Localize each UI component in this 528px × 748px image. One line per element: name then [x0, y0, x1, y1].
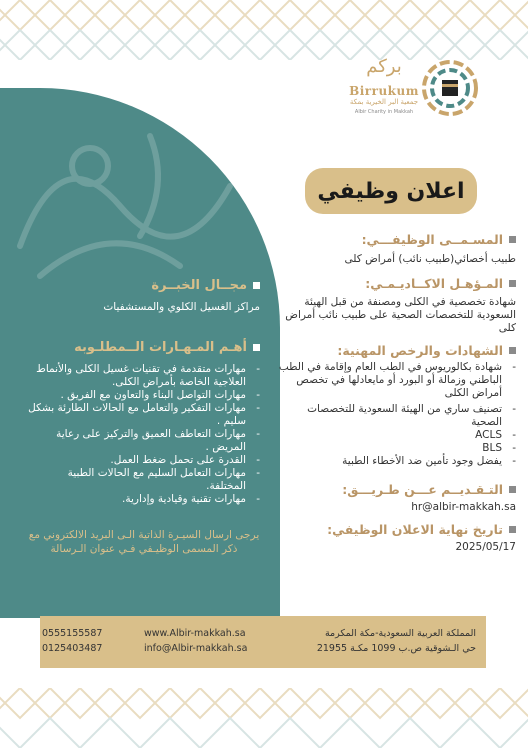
bottom-lattice-decoration: [0, 688, 528, 748]
job-title-value: طبيب أخصائي(طبيب نائب) أمراض كلى: [344, 253, 516, 265]
list-item: - تصنيف ساري من الهيئة السعودية للتخصصات الصحية: [278, 403, 516, 429]
experience-value: مراكز الغسيل الكلوي والمستشفيات: [103, 301, 260, 313]
logo-name-english: Birrukum: [349, 84, 419, 98]
experience-heading: [28, 278, 260, 293]
calligraphy-watermark: [0, 96, 260, 296]
footer-address: [286, 626, 476, 656]
deadline-value: 2025/05/17: [455, 541, 516, 553]
logo-name-arabic: بركم: [366, 56, 402, 77]
bullet-square-icon: [509, 280, 516, 287]
bullet-square-icon: [253, 282, 260, 289]
logo-subtitle-arabic: جمعية البر الخيرية بمكة: [349, 98, 419, 106]
qualification-heading: [278, 276, 516, 291]
left-column: [28, 278, 260, 556]
list-item: - مهارات متقدمة في تقنيات غسيل الكلى والأنماط العلاجية الخاصة بأمراض الكلى.: [28, 363, 260, 389]
bullet-square-icon: [509, 347, 516, 354]
apply-email[interactable]: hr@albir-makkah.sa: [411, 501, 516, 513]
website-link[interactable]: www.Albir-makkah.sa: [144, 628, 246, 639]
skills-heading-text: أهـم المـهـارات الــمطلـوبه: [74, 340, 247, 355]
top-lattice-decoration: [0, 0, 528, 60]
email-link[interactable]: info@Albir-makkah.sa: [144, 643, 248, 654]
apply-heading: [278, 482, 516, 497]
list-item: - مهارات التعاطف العميق والتركيز على رعاية المريض .: [28, 428, 260, 454]
logo-subtitle-english: Albir Charity in Makkah: [354, 109, 414, 115]
bullet-square-icon: [253, 344, 260, 351]
list-item: - مهارات التفكير والتعامل مع الحالات الطارئة بشكل سليم .: [28, 402, 260, 428]
list-item: - القدرة على تحمل ضغط العمل.: [28, 454, 260, 467]
list-item: - مهارات التعامل السليم مع الحالات الطبية المختلفة.: [28, 467, 260, 493]
address-line-2: حي الـشوقية ص.ب 1099 مكـة 21955: [316, 643, 476, 654]
certificates-heading: [278, 343, 516, 358]
certificates-heading-text: الشهادات والرخص المهنية:: [337, 343, 503, 358]
kaaba-logo-icon: [418, 56, 482, 120]
footer-phones: [42, 626, 132, 656]
apply-note: يرجى ارسال السيـرة الذاتية الـى البريد الالكتروني مع ذكر المسمى الوظيـفي فـي عنوان الـرسالة: [28, 529, 260, 555]
list-item: - شهادة بكالوريوس في الطب العام وإقامة في الطب الباطني وزمالة أو البورد أو مايعادلها في تخصص أمراض الكلى: [278, 361, 516, 400]
phone-2[interactable]: 0125403487: [42, 643, 103, 654]
bullet-square-icon: [509, 236, 516, 243]
page-title: اعلان وظيفي: [305, 168, 477, 214]
job-title-heading: [278, 232, 516, 247]
right-column: [278, 232, 516, 554]
bullet-square-icon: [509, 526, 516, 533]
list-item: - BLS: [278, 442, 516, 455]
certificates-list: [278, 361, 516, 468]
list-item: - مهارات التواصل البناء والتعاون مع الفريق .: [28, 389, 260, 402]
deadline-heading: [278, 522, 516, 537]
qualification-heading-text: المـؤهـل الاكــاديـمـي:: [365, 276, 503, 291]
bullet-square-icon: [509, 486, 516, 493]
apply-heading-text: التـقـديــم عـــن طـريـــق:: [342, 482, 503, 497]
footer-web: [144, 626, 264, 656]
footer-contact-band: [40, 616, 486, 668]
job-title-heading-text: المسـمــى الوظيفـــي:: [361, 232, 503, 247]
list-item: - يفضل وجود تأمين ضد الأخطاء الطبية: [278, 455, 516, 468]
skills-heading: [28, 340, 260, 355]
qualification-value: شهادة تخصصية في الكلى ومصنفة من قبل الهيئة السعودية للتخصصات الصحية على طبيب نائب أمراض كلى: [285, 296, 516, 334]
deadline-heading-text: تاريخ نهاية الاعلان الوظيفي:: [327, 522, 503, 537]
skills-list: [28, 363, 260, 506]
list-item: - مهارات تقنية وقيادية وإدارية.: [28, 493, 260, 506]
address-line-1: المملكة العربية السعودية-مكة المكرمة: [324, 628, 476, 639]
experience-heading-text: مجــال الخبــرة: [151, 278, 247, 293]
phone-1[interactable]: 0555155587: [42, 628, 103, 639]
list-item: - ACLS: [278, 429, 516, 442]
